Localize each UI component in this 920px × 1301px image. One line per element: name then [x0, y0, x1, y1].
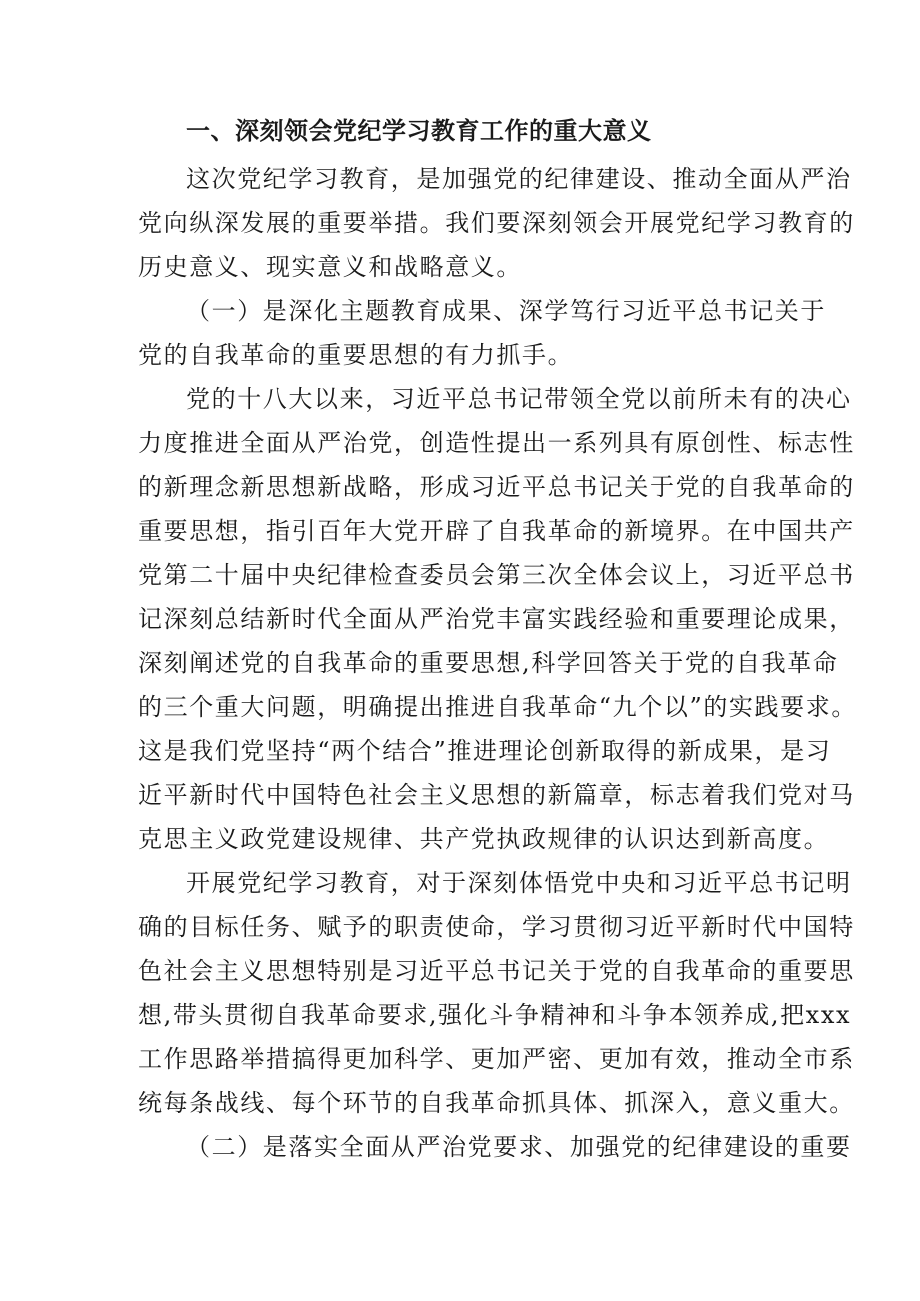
paragraph-line: 这次党纪学习教育，是加强党的纪律建设、推动全面从严治: [186, 165, 852, 193]
subheading-line: 党的自我革命的重要思想的有力抓手。: [138, 341, 574, 369]
paragraph-line: 工作思路举措搞得更加科学、更加严密、更加有效，推动全市系: [138, 1045, 855, 1073]
paragraph-line: 确的目标任务、赋予的职责使命，学习贯彻习近平新时代中国特: [138, 913, 855, 941]
paragraph-line: 历史意义、现实意义和战略意义。: [138, 253, 522, 281]
paragraph-line: 党向纵深发展的重要举措。我们要深刻领会开展党纪学习教育的: [138, 209, 855, 237]
paragraph-line: 重要思想，指引百年大党开辟了自我革命的新境界。在中国共产: [138, 517, 855, 545]
subheading-line: （一）是深化主题教育成果、深学笃行习近平总书记关于: [186, 297, 826, 325]
section-heading: 一、深刻领会党纪学习教育工作的重大意义: [186, 117, 652, 145]
paragraph-line: 深刻阐述党的自我革命的重要思想,科学回答关于党的自我革命: [138, 649, 839, 677]
paragraph-line: 统每条战线、每个环节的自我革命抓具体、抓深入，意义重大。: [138, 1089, 855, 1117]
paragraph-line: 力度推进全面从严治党，创造性提出一系列具有原创性、标志性: [138, 429, 855, 457]
paragraph-line: 的三个重大问题，明确提出推进自我革命“九个以”的实践要求。: [138, 693, 857, 721]
paragraph-line: 开展党纪学习教育，对于深刻体悟党中央和习近平总书记明: [186, 869, 852, 897]
paragraph-line: 的新理念新思想新战略，形成习近平总书记关于党的自我革命的: [138, 473, 855, 501]
paragraph-line: 近平新时代中国特色社会主义思想的新篇章，标志着我们党对马: [138, 781, 855, 809]
paragraph-line: 党第二十届中央纪律检查委员会第三次全体会议上，习近平总书: [138, 561, 855, 589]
paragraph-line: 克思主义政党建设规律、共产党执政规律的认识达到新高度。: [138, 825, 830, 853]
subheading-line: （二）是落实全面从严治党要求、加强党的纪律建设的重要: [186, 1133, 852, 1161]
paragraph-line: 记深刻总结新时代全面从严治党丰富实践经验和重要理论成果，: [138, 605, 855, 633]
paragraph-line: 党的十八大以来，习近平总书记带领全党以前所未有的决心: [186, 385, 852, 413]
paragraph-line: 色社会主义思想特别是习近平总书记关于党的自我革命的重要思: [138, 957, 855, 985]
paragraph-line: 想,带头贯彻自我革命要求,强化斗争精神和斗争本领养成,把xxx: [138, 1001, 852, 1029]
paragraph-line: 这是我们党坚持“两个结合”推进理论创新取得的新成果，是习: [138, 737, 832, 765]
